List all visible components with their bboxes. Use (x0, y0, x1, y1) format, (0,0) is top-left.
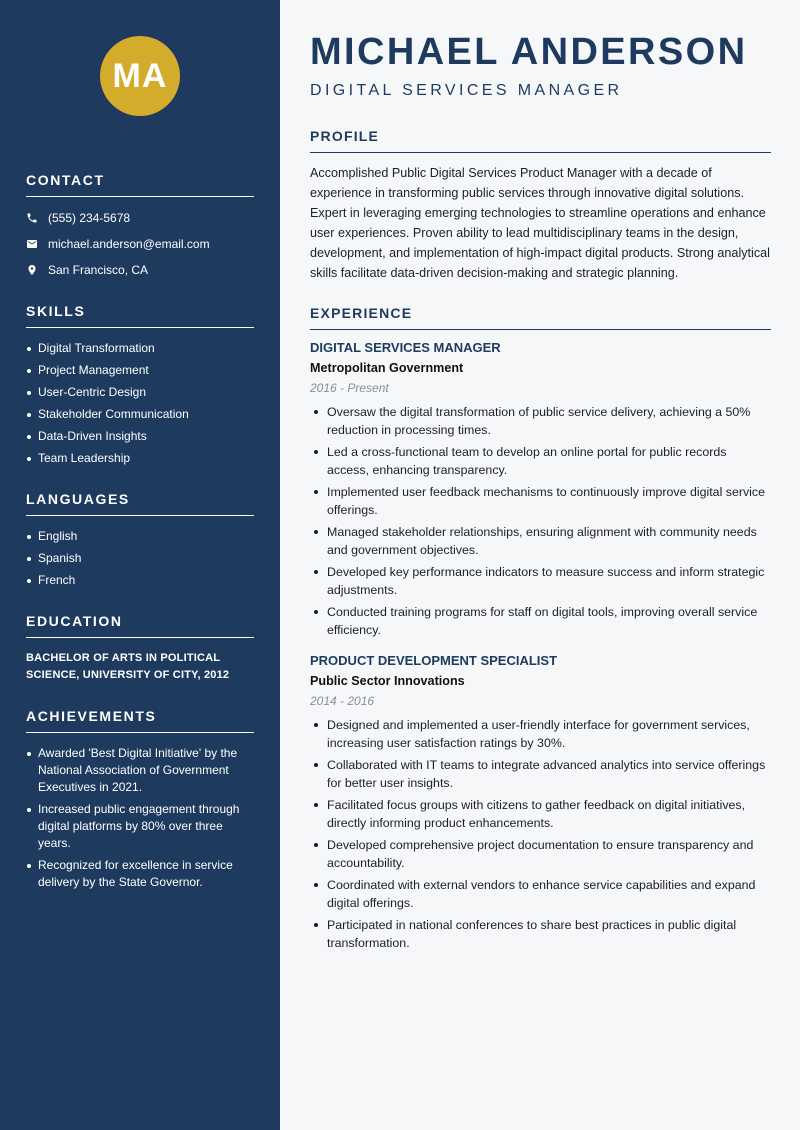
languages-heading: LANGUAGES (26, 491, 254, 516)
education-degree: BACHELOR OF ARTS IN POLITICAL SCIENCE, UNIVERSITY OF CITY, 2012 (26, 652, 230, 681)
job-bullet: Participated in national conferences to share best practices in public digital transformation. (310, 916, 771, 952)
job-company: Public Sector Innovations (310, 674, 465, 688)
job-bullet: Collaborated with IT teams to integrate advanced analytics into service offerings for better user insights. (310, 756, 771, 792)
languages-list (26, 528, 254, 589)
job-bullets (310, 403, 771, 639)
sidebar (0, 0, 280, 1130)
location-pin-icon (26, 264, 38, 276)
job-title-header: DIGITAL SERVICES MANAGER (310, 82, 623, 99)
job-bullet: Developed key performance indicators to measure success and inform strategic adjustments. (310, 563, 771, 599)
skills-heading: SKILLS (26, 303, 254, 328)
job-entry (310, 340, 771, 639)
language-item: French (26, 572, 254, 589)
skill-item: Team Leadership (26, 450, 254, 467)
job-dates: 2014 - 2016 (310, 694, 375, 708)
skill-item: Project Management (26, 362, 254, 379)
contact-phone (26, 209, 254, 227)
job-company: Metropolitan Government (310, 361, 464, 375)
job-bullet: Coordinated with external vendors to enhance service capabilities and expand digital offerings. (310, 876, 771, 912)
job-bullet: Designed and implemented a user-friendly interface for government services, increasing user satisfaction ratings by 30%. (310, 716, 771, 752)
contact-heading: CONTACT (26, 172, 254, 197)
achievement-item: Recognized for excellence in service delivery by the State Governor. (26, 857, 254, 891)
phone-icon (26, 212, 38, 224)
email-icon (26, 238, 38, 250)
avatar-initials: MA (112, 56, 168, 95)
job-bullet: Oversaw the digital transformation of public service delivery, achieving a 50% reduction in processing times. (310, 403, 771, 439)
person-name: MICHAEL ANDERSON (310, 31, 748, 73)
skills-section (26, 303, 254, 467)
achievement-item: Increased public engagement through digital platforms by 80% over three years. (26, 801, 254, 852)
job-dates: 2016 - Present (310, 381, 389, 395)
languages-section (26, 491, 254, 589)
profile-heading: PROFILE (310, 128, 771, 153)
job-bullet: Managed stakeholder relationships, ensuring alignment with community needs and government objectives. (310, 523, 771, 559)
job-bullet: Conducted training programs for staff on digital tools, improving overall service efficiency. (310, 603, 771, 639)
experience-section (310, 305, 771, 952)
contact-email (26, 235, 254, 253)
profile-text: Accomplished Public Digital Services Product Manager with a decade of experience in transforming public services through innovative digital solutions. Expert in leveraging emerging technologies to streamline operations and enhance user experiences. Proven ability to lead multidisciplinary teams in the design, development, and implementation of high-impact digital products. Strong analytical skills facilitate data-driven decision-making and strategic planning. (310, 166, 770, 280)
job-bullet: Facilitated focus groups with citizens to gather feedback on digital initiatives, directly informing product enhancements. (310, 796, 771, 832)
skill-item: Stakeholder Communication (26, 406, 254, 423)
skill-item: Data-Driven Insights (26, 428, 254, 445)
location-text: San Francisco, CA (48, 263, 149, 277)
profile-section (310, 128, 771, 283)
contact-section (26, 172, 254, 279)
language-item: English (26, 528, 254, 545)
achievements-list (26, 745, 254, 891)
job-bullet: Developed comprehensive project documentation to ensure transparency and accountability. (310, 836, 771, 872)
job-entry (310, 653, 771, 952)
job-title: PRODUCT DEVELOPMENT SPECIALIST (310, 653, 558, 668)
experience-heading: EXPERIENCE (310, 305, 771, 330)
education-heading: EDUCATION (26, 613, 254, 638)
skill-item: User-Centric Design (26, 384, 254, 401)
email-text: michael.anderson@email.com (48, 237, 210, 251)
contact-location (26, 261, 254, 279)
job-bullets (310, 716, 771, 952)
language-item: Spanish (26, 550, 254, 567)
achievements-section (26, 708, 254, 891)
phone-text: (555) 234-5678 (48, 211, 131, 225)
achievements-heading: ACHIEVEMENTS (26, 708, 254, 733)
skill-item: Digital Transformation (26, 340, 254, 357)
job-bullet: Implemented user feedback mechanisms to continuously improve digital service offerings. (310, 483, 771, 519)
avatar (100, 36, 180, 116)
job-title: DIGITAL SERVICES MANAGER (310, 340, 501, 355)
achievement-item: Awarded 'Best Digital Initiative' by the National Association of Government Executives in 2021. (26, 745, 254, 796)
education-section (26, 613, 254, 684)
skills-list (26, 340, 254, 467)
main-content (310, 30, 771, 956)
job-bullet: Led a cross-functional team to develop an online portal for public records access, enhancing transparency. (310, 443, 771, 479)
